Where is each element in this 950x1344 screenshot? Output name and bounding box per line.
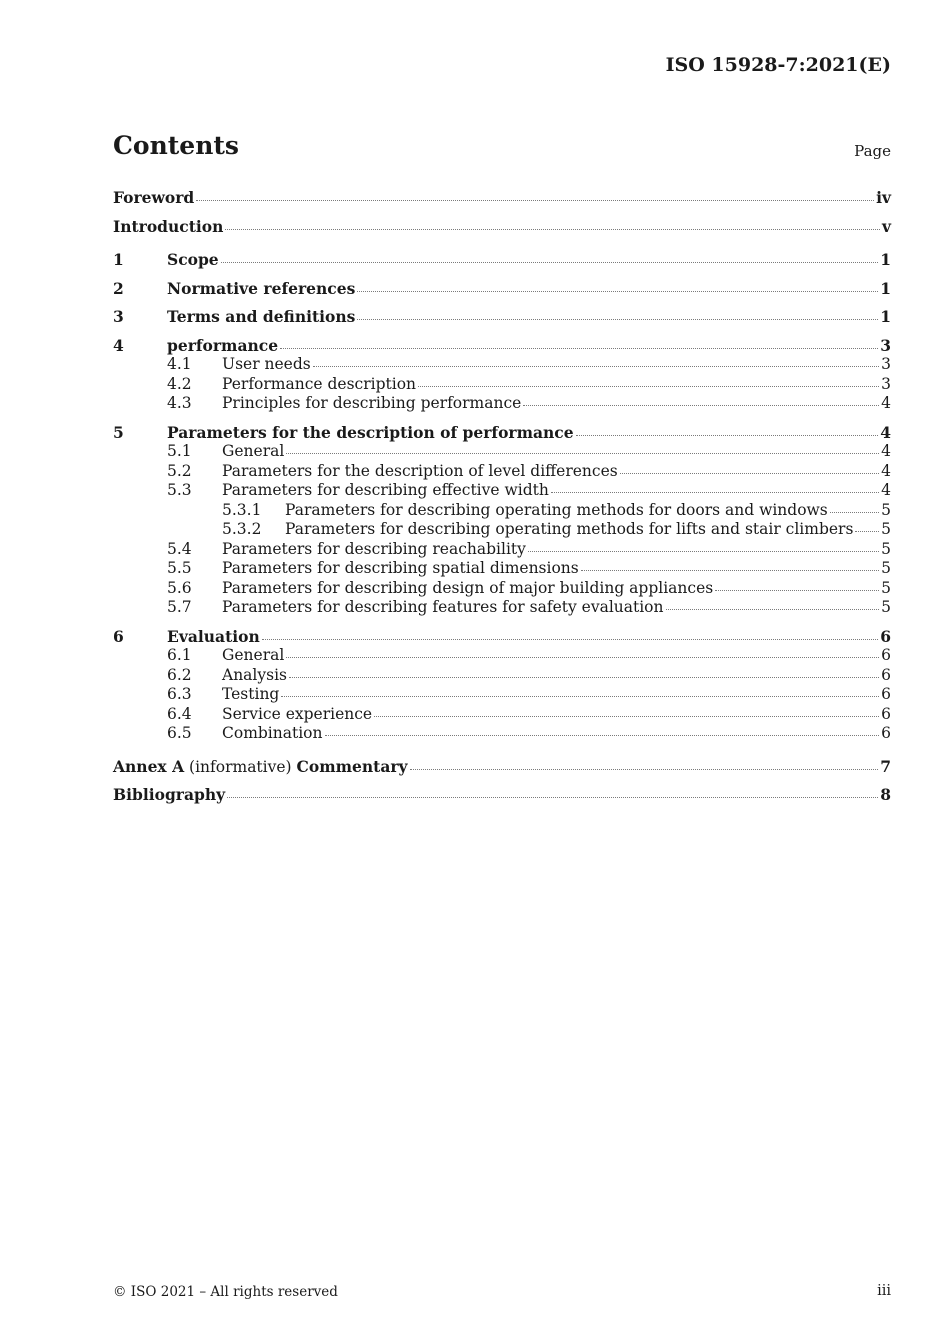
toc-entry[interactable] xyxy=(113,481,891,501)
toc-entry-number: 6.1 xyxy=(167,646,192,664)
toc-entry-title: Bibliography xyxy=(113,785,226,804)
dot-leader xyxy=(581,568,879,571)
dot-leader xyxy=(523,403,879,406)
toc-entry-title: Parameters for describing features for safety evaluation xyxy=(222,598,664,616)
toc-entry-number: 4.2 xyxy=(167,374,192,393)
toc-entry-number: 5.3.1 xyxy=(222,500,262,519)
dot-leader xyxy=(286,451,879,454)
toc-entry-title: Parameters for the description of level differences xyxy=(222,461,618,480)
toc-entry[interactable] xyxy=(113,724,891,744)
toc-entry-title: Parameters for describing operating methods for lifts and stair climbers xyxy=(285,520,854,538)
toc-entry-number: 5 xyxy=(113,422,124,442)
toc-entry-title: Parameters for describing spatial dimensions xyxy=(222,559,579,577)
toc-entry-number: 1 xyxy=(113,250,124,269)
toc-entry[interactable] xyxy=(113,375,891,395)
toc-entry-page: 1 xyxy=(880,250,891,269)
toc-entry-title: Testing xyxy=(222,685,280,703)
toc-entry-page: 6 xyxy=(880,626,891,646)
toc-entry-number: 3 xyxy=(113,307,124,326)
dot-leader xyxy=(281,694,879,697)
toc-entry-page: 3 xyxy=(881,355,891,373)
contents-heading: Contents xyxy=(113,131,240,160)
toc-entry-page: 4 xyxy=(881,481,891,499)
toc-entry-title: User needs xyxy=(222,355,311,373)
toc-entry[interactable] xyxy=(113,540,891,560)
toc-entry-number: 5.4 xyxy=(167,539,192,558)
toc-entry-number: 6.4 xyxy=(167,704,192,723)
toc-entry[interactable] xyxy=(113,250,891,270)
toc-entry[interactable] xyxy=(113,355,891,375)
document-id: ISO 15928-7:2021(E) xyxy=(665,54,891,76)
toc-entry-number: 6.5 xyxy=(167,724,192,742)
toc-entry-page: 5 xyxy=(881,559,891,577)
toc-entry[interactable] xyxy=(113,423,891,443)
toc-entry-page: 3 xyxy=(880,335,891,355)
dot-leader xyxy=(325,733,880,736)
dot-leader xyxy=(830,510,879,513)
toc-entry-number: 6.2 xyxy=(167,665,192,684)
toc-entry[interactable] xyxy=(113,627,891,647)
toc-entry[interactable] xyxy=(113,753,891,782)
toc-entry-title: Parameters for describing effective width xyxy=(222,481,549,499)
toc-entry-page: 5 xyxy=(881,520,891,538)
toc-entry-page: 3 xyxy=(881,374,891,393)
toc-entry-title: Analysis xyxy=(222,665,287,684)
toc-entry[interactable] xyxy=(113,559,891,579)
toc-entry-number: 6 xyxy=(113,626,124,646)
toc-entry-page: iv xyxy=(876,188,891,207)
toc-entry-number: 5.7 xyxy=(167,598,192,616)
page-number: iii xyxy=(877,1283,891,1299)
annex-label: Annex A xyxy=(113,756,185,776)
toc-entry-title: Scope xyxy=(167,250,219,269)
toc-entry-page: 1 xyxy=(880,278,891,298)
toc-entry-page: 4 xyxy=(881,394,891,412)
table-of-contents xyxy=(113,184,891,810)
toc-entry-number: 4.1 xyxy=(167,355,192,373)
dot-leader xyxy=(374,714,879,717)
toc-entry-number: 5.5 xyxy=(167,559,192,577)
toc-entry[interactable] xyxy=(113,520,891,540)
toc-entry[interactable] xyxy=(113,184,891,213)
toc-entry-number: 5.6 xyxy=(167,578,192,597)
toc-entry-title: Evaluation xyxy=(167,626,260,646)
toc-entry-page: 6 xyxy=(881,685,891,703)
copyright-notice: © ISO 2021 – All rights reserved xyxy=(113,1284,338,1300)
toc-entry-page: 4 xyxy=(880,422,891,442)
toc-entry-number: 6.3 xyxy=(167,685,192,703)
toc-entry[interactable] xyxy=(113,307,891,327)
annex-title: Commentary xyxy=(296,756,408,776)
toc-entry[interactable] xyxy=(113,501,891,521)
toc-entry[interactable] xyxy=(113,462,891,482)
toc-entry-title: Terms and definitions xyxy=(167,307,356,326)
toc-entry[interactable] xyxy=(113,646,891,666)
dot-leader xyxy=(410,767,879,770)
toc-entry[interactable] xyxy=(113,705,891,725)
toc-entry-title: Parameters for describing reachability xyxy=(222,539,526,558)
page-column-label: Page xyxy=(854,142,891,160)
toc-entry-page: 6 xyxy=(881,646,891,664)
toc-entry[interactable] xyxy=(113,336,891,356)
dot-leader xyxy=(221,260,879,263)
dot-leader xyxy=(280,346,878,349)
dot-leader xyxy=(855,529,879,532)
dot-leader xyxy=(620,471,879,474)
dot-leader xyxy=(196,198,874,201)
toc-entry[interactable] xyxy=(113,279,891,299)
toc-entry[interactable] xyxy=(113,598,891,618)
toc-entry-page: 6 xyxy=(881,704,891,723)
toc-entry-page: 4 xyxy=(881,442,891,460)
toc-entry-number: 5.3.2 xyxy=(222,520,262,538)
toc-entry[interactable] xyxy=(113,685,891,705)
toc-entry-number: 2 xyxy=(113,278,124,298)
toc-entry-title: General xyxy=(222,442,285,460)
dot-leader xyxy=(357,289,878,292)
toc-entry-number: 5.1 xyxy=(167,442,192,460)
toc-entry-page: 5 xyxy=(881,500,891,519)
annex-type: (informative) xyxy=(189,757,292,776)
dot-leader xyxy=(715,588,879,591)
dot-leader xyxy=(225,227,880,230)
toc-entry-number: 5.2 xyxy=(167,461,192,480)
toc-entry-title: Performance description xyxy=(222,374,417,393)
dot-leader xyxy=(551,490,879,493)
dot-leader xyxy=(227,795,878,798)
toc-entry[interactable] xyxy=(113,442,891,462)
toc-entry-number: 5.3 xyxy=(167,481,192,499)
toc-entry-number: 4 xyxy=(113,335,124,355)
toc-entry-page: 5 xyxy=(881,598,891,616)
toc-entry[interactable] xyxy=(113,394,891,414)
toc-entry-title: Parameters for describing operating methods for doors and windows xyxy=(285,500,828,519)
dot-leader xyxy=(576,433,879,436)
toc-entry-page: 6 xyxy=(881,665,891,684)
toc-entry[interactable] xyxy=(113,781,891,810)
dot-leader xyxy=(289,675,879,678)
dot-leader xyxy=(313,364,879,367)
toc-entry-number: 4.3 xyxy=(167,394,192,412)
toc-entry-title: General xyxy=(222,646,285,664)
dot-leader xyxy=(528,549,879,552)
dot-leader xyxy=(418,384,879,387)
toc-entry-title: Combination xyxy=(222,724,323,742)
toc-entry-title: Service experience xyxy=(222,704,373,723)
dot-leader xyxy=(262,637,878,640)
toc-entry[interactable] xyxy=(113,213,891,242)
dot-leader xyxy=(357,317,878,320)
toc-entry[interactable] xyxy=(113,579,891,599)
toc-entry-page: v xyxy=(881,216,891,236)
toc-entry-title xyxy=(113,753,408,782)
toc-entry[interactable] xyxy=(113,666,891,686)
toc-entry-title: performance xyxy=(167,335,279,355)
toc-entry-page: 1 xyxy=(880,307,891,326)
toc-entry-page: 6 xyxy=(881,724,891,742)
toc-entry-title: Parameters for the description of performance xyxy=(167,422,574,442)
dot-leader xyxy=(666,607,880,610)
toc-entry-title: Foreword xyxy=(113,188,195,207)
toc-entry-page: 5 xyxy=(881,539,891,558)
toc-entry-title: Parameters for describing design of major building appliances xyxy=(222,578,714,597)
toc-entry-page: 8 xyxy=(880,785,891,804)
toc-entry-title: Introduction xyxy=(113,216,224,236)
toc-entry-title: Principles for describing performance xyxy=(222,394,522,412)
toc-entry-page: 4 xyxy=(881,461,891,480)
toc-entry-title: Normative references xyxy=(167,278,356,298)
dot-leader xyxy=(286,655,879,658)
toc-entry-page: 7 xyxy=(880,756,891,776)
toc-entry-page: 5 xyxy=(881,578,891,597)
